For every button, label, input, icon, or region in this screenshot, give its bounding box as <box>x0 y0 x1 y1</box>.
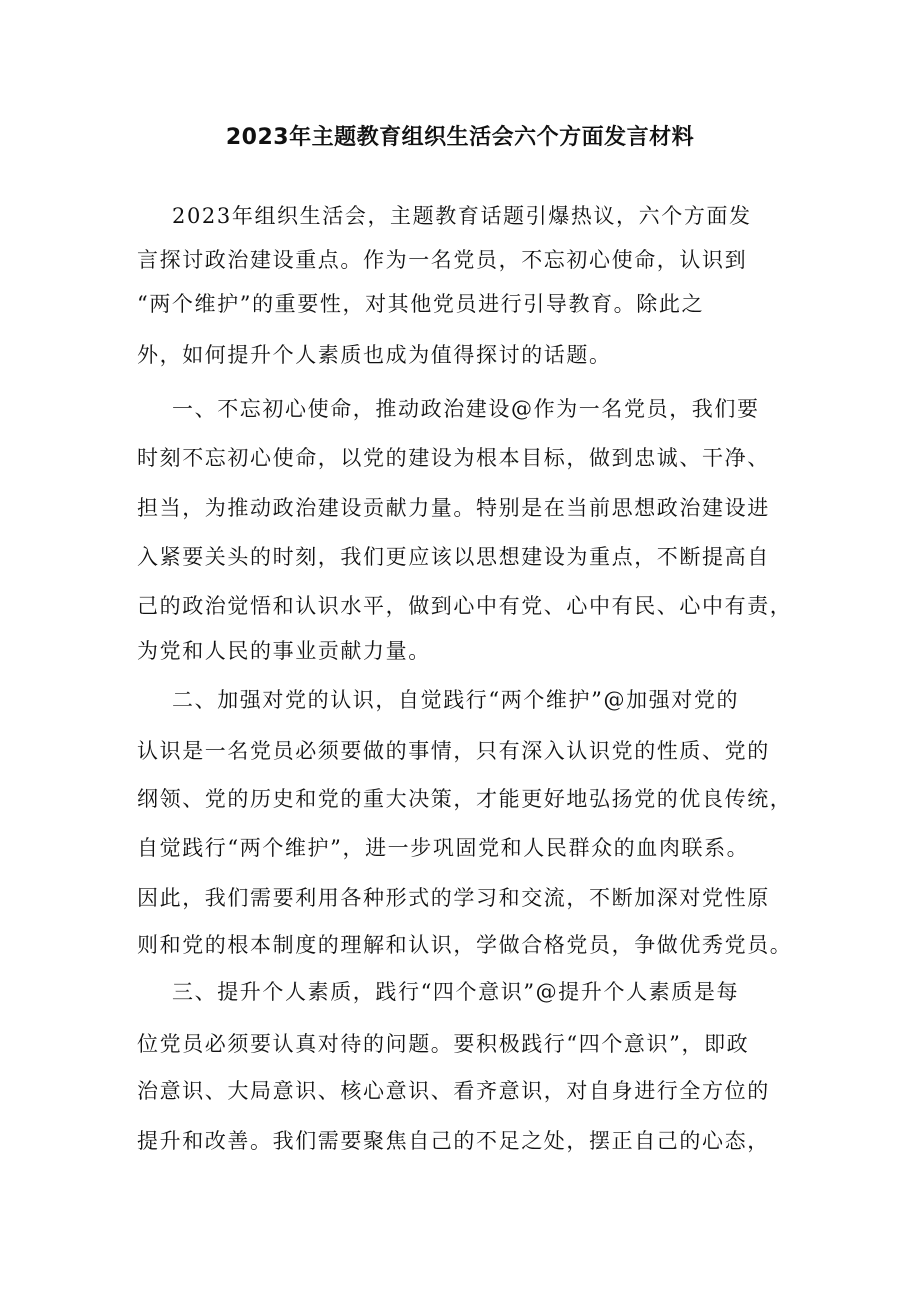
paragraph-line: 入紧要关头的时刻，我们更应该以思想建设为重点，不断提高自 <box>137 545 770 569</box>
paragraph-line: 言探讨政治建设重点。作为一名党员，不忘初心使命，认识到 <box>137 248 748 272</box>
paragraph-line: 一、不忘初心使命，推动政治建设@作为一名党员，我们要 <box>172 397 760 421</box>
paragraph-line: 外，如何提升个人素质也成为值得探讨的话题。 <box>137 343 612 367</box>
paragraph-line: 时刻不忘初心使命，以党的建设为根本目标，做到忠诚、干净、 <box>137 446 770 470</box>
paragraph-line: 治意识、大局意识、核心意识、看齐意识，对自身进行全方位的 <box>137 1079 770 1103</box>
paragraph-line: 因此，我们需要利用各种形式的学习和交流，不断加深对党性原 <box>137 886 770 910</box>
paragraph-line: “两个维护”的重要性，对其他党员进行引导教育。除此之 <box>137 292 705 316</box>
paragraph-line: 纲领、党的历史和党的重大决策，才能更好地弘扬党的优良传统， <box>137 787 793 811</box>
document-title: 2023年主题教育组织生活会六个方面发言材料 <box>225 125 695 150</box>
paragraph-line: 担当，为推动政治建设贡献力量。特别是在当前思想政治建设进 <box>137 496 770 520</box>
paragraph-line: 2023年组织生活会，主题教育话题引爆热议，六个方面发 <box>172 204 752 228</box>
paragraph-line: 三、提升个人素质，践行“四个意识”@提升个人素质是每 <box>172 980 740 1004</box>
paragraph-line: 己的政治觉悟和认识水平，做到心中有党、心中有民、心中有责， <box>137 594 793 618</box>
paragraph-line: 二、加强对党的认识，自觉践行“两个维护”@加强对党的 <box>172 688 740 712</box>
paragraph-line: 认识是一名党员必须要做的事情，只有深入认识党的性质、党的 <box>137 739 770 763</box>
paragraph-line: 则和党的根本制度的理解和认识，学做合格党员，争做优秀党员。 <box>137 933 793 957</box>
paragraph-line: 位党员必须要认真对待的问题。要积极践行“四个意识”，即政 <box>137 1032 750 1056</box>
paragraph-line: 提升和改善。我们需要聚焦自己的不足之处，摆正自己的心态， <box>137 1129 770 1153</box>
paragraph-line: 自觉践行“两个维护”，进一步巩固党和人民群众的血肉联系。 <box>137 836 750 860</box>
paragraph-line: 为党和人民的事业贡献力量。 <box>137 639 431 663</box>
